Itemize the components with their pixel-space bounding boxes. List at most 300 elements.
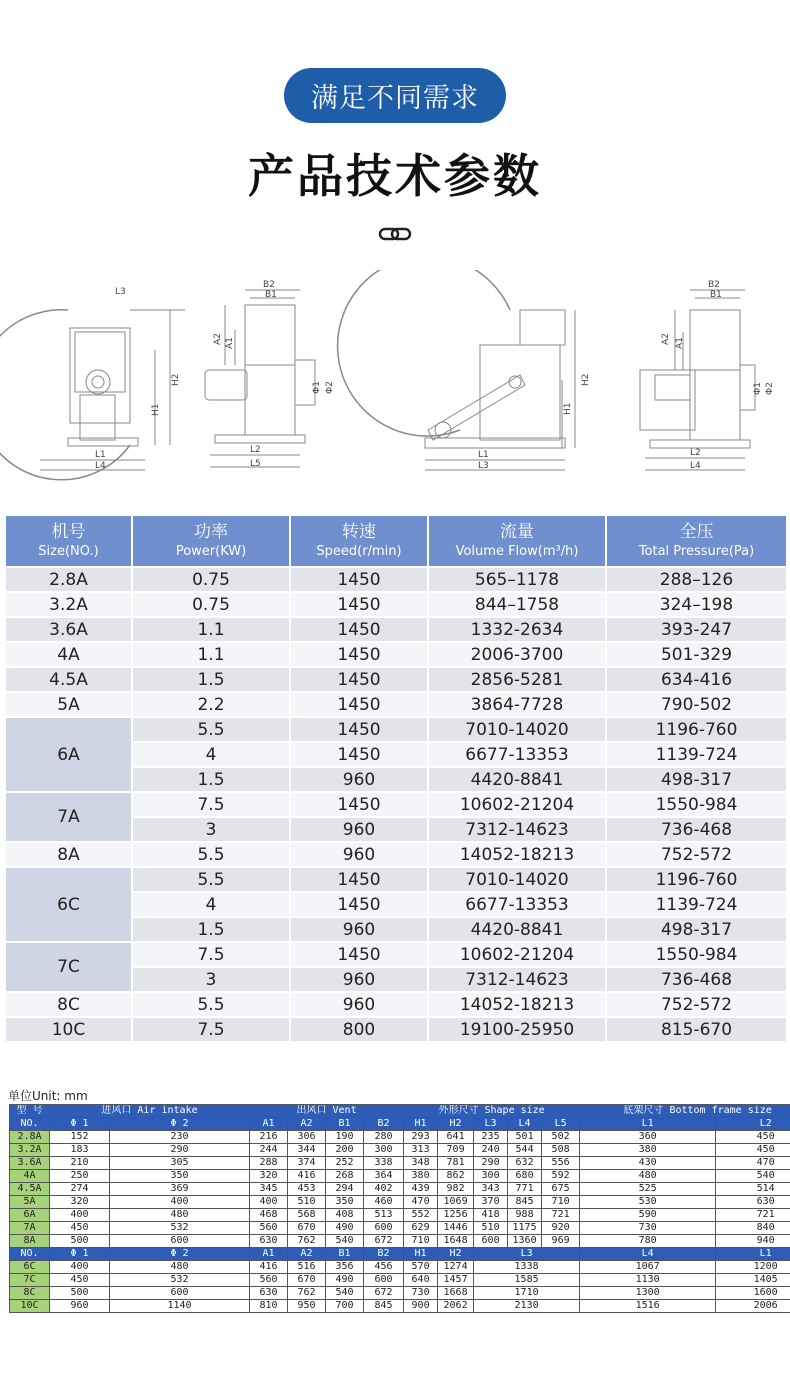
- power-cell: 5.5: [132, 842, 290, 867]
- power-cell: 1.5: [132, 917, 290, 942]
- table-row: [10, 1170, 790, 1183]
- table-row: [10, 1157, 790, 1170]
- value-cell: 280: [364, 1131, 404, 1144]
- speed-cell: 1450: [290, 567, 428, 592]
- size-cell: 7A: [5, 792, 132, 842]
- table-row: [10, 1300, 790, 1313]
- value-cell: 1668: [438, 1287, 474, 1300]
- value-cell: 244: [250, 1144, 288, 1157]
- value-cell: 374: [288, 1157, 326, 1170]
- value-cell: 348: [404, 1157, 438, 1170]
- flow-cell: 7312-14623: [428, 817, 606, 842]
- dim-label: B2: [263, 280, 275, 290]
- table-row: [10, 1261, 790, 1274]
- value-cell: 1200: [716, 1261, 790, 1274]
- model-cell: 10C: [10, 1300, 50, 1313]
- model-cell: 3.6A: [10, 1157, 50, 1170]
- flow-cell: 19100-25950: [428, 1017, 606, 1042]
- value-cell: 672: [364, 1287, 404, 1300]
- value-cell: 350: [110, 1170, 250, 1183]
- flow-cell: 7312-14623: [428, 967, 606, 992]
- flow-cell: 10602-21204: [428, 792, 606, 817]
- value-cell: 632: [508, 1157, 542, 1170]
- flow-cell: 6677-13353: [428, 892, 606, 917]
- size-cell: 4.5A: [5, 667, 132, 692]
- subheader-cell: H2: [438, 1118, 474, 1131]
- size-cell: 5A: [5, 692, 132, 717]
- table-row: [10, 1183, 790, 1196]
- dim-label: Φ1: [753, 382, 763, 395]
- value-cell: 513: [364, 1209, 404, 1222]
- value-cell: 470: [716, 1157, 790, 1170]
- speed-cell: 1450: [290, 717, 428, 742]
- value-cell: 400: [50, 1209, 110, 1222]
- dim-label: Φ2: [765, 382, 775, 395]
- value-cell: 630: [250, 1287, 288, 1300]
- dim-label: H2: [581, 373, 591, 386]
- value-cell: 2130: [474, 1300, 580, 1313]
- dim-label: A2: [213, 333, 223, 345]
- column-header-zh: 功率: [194, 522, 228, 543]
- drawing-front-view-b: [338, 270, 575, 470]
- value-cell: 490: [326, 1222, 364, 1235]
- value-cell: 630: [250, 1235, 288, 1248]
- model-cell: 4.5A: [10, 1183, 50, 1196]
- table-row: [5, 1017, 787, 1042]
- dim-label: Φ2: [325, 381, 335, 394]
- flow-cell: 4420-8841: [428, 767, 606, 792]
- pressure-cell: 634-416: [606, 667, 787, 692]
- value-cell: 1069: [438, 1196, 474, 1209]
- value-cell: 480: [580, 1170, 716, 1183]
- value-cell: 940: [716, 1235, 790, 1248]
- value-cell: 345: [250, 1183, 288, 1196]
- value-cell: 416: [288, 1170, 326, 1183]
- speed-cell: 960: [290, 992, 428, 1017]
- dim-label: L2: [250, 445, 261, 455]
- subheader-row: [10, 1248, 790, 1261]
- value-cell: 514: [716, 1183, 790, 1196]
- value-cell: 1585: [474, 1274, 580, 1287]
- model-cell: 7A: [10, 1222, 50, 1235]
- size-cell: 8A: [5, 842, 132, 867]
- table-row: [10, 1274, 790, 1287]
- value-cell: 540: [716, 1170, 790, 1183]
- subheader-cell: L3: [474, 1248, 580, 1261]
- flow-cell: 10602-21204: [428, 942, 606, 967]
- flow-cell: 3864-7728: [428, 692, 606, 717]
- drawing-side-view-b: [640, 290, 755, 470]
- table-row: [5, 992, 787, 1017]
- value-cell: 730: [580, 1222, 716, 1235]
- value-cell: 456: [364, 1261, 404, 1274]
- value-cell: 450: [716, 1131, 790, 1144]
- speed-cell: 1450: [290, 617, 428, 642]
- value-cell: 450: [50, 1274, 110, 1287]
- power-cell: 5.5: [132, 717, 290, 742]
- value-cell: 380: [404, 1170, 438, 1183]
- value-cell: 540: [326, 1287, 364, 1300]
- column-header-zh: 全压: [679, 522, 714, 543]
- value-cell: 360: [580, 1131, 716, 1144]
- column-header-zh: 机号: [51, 522, 86, 543]
- value-cell: 268: [326, 1170, 364, 1183]
- dim-label: H2: [171, 373, 181, 386]
- column-header: [428, 515, 606, 567]
- page-title: 产品技术参数: [248, 149, 542, 203]
- speed-cell: 960: [290, 842, 428, 867]
- dim-label: L3: [115, 287, 126, 297]
- value-cell: 320: [250, 1170, 288, 1183]
- table-row: [5, 942, 787, 967]
- value-cell: 810: [250, 1300, 288, 1313]
- value-cell: 840: [716, 1222, 790, 1235]
- value-cell: 1300: [580, 1287, 716, 1300]
- column-header-en: Size(NO.): [38, 543, 99, 559]
- value-cell: 320: [50, 1196, 110, 1209]
- value-cell: 306: [288, 1131, 326, 1144]
- value-cell: 480: [110, 1209, 250, 1222]
- value-cell: 356: [326, 1261, 364, 1274]
- value-cell: 1175: [508, 1222, 542, 1235]
- flow-cell: 2856-5281: [428, 667, 606, 692]
- performance-table: [4, 514, 788, 1043]
- dim-label: B2: [708, 280, 720, 290]
- dim-label: L1: [95, 450, 106, 460]
- group-header: 型 号: [10, 1105, 50, 1118]
- drawing-front-view-a: [0, 310, 185, 480]
- value-cell: 982: [438, 1183, 474, 1196]
- flow-cell: 7010-14020: [428, 717, 606, 742]
- group-header: 进风口 Air intake: [50, 1105, 250, 1118]
- value-cell: 710: [542, 1196, 580, 1209]
- value-cell: 418: [474, 1209, 508, 1222]
- value-cell: 600: [110, 1235, 250, 1248]
- subheader-cell: L1: [716, 1248, 790, 1261]
- dim-label: B1: [710, 290, 722, 300]
- value-cell: 400: [110, 1196, 250, 1209]
- value-cell: 780: [580, 1235, 716, 1248]
- model-cell: 6C: [10, 1261, 50, 1274]
- speed-cell: 1450: [290, 742, 428, 767]
- column-header-en: Speed(r/min): [316, 543, 402, 559]
- table-row: [5, 842, 787, 867]
- table-row: [10, 1222, 790, 1235]
- power-cell: 4: [132, 742, 290, 767]
- group-header-row: [10, 1105, 790, 1118]
- value-cell: 600: [474, 1235, 508, 1248]
- value-cell: 468: [250, 1209, 288, 1222]
- size-cell: 7C: [5, 942, 132, 992]
- value-cell: 416: [250, 1261, 288, 1274]
- dim-label: H1: [563, 402, 573, 415]
- value-cell: 568: [288, 1209, 326, 1222]
- value-cell: 350: [326, 1196, 364, 1209]
- subheader-cell: L1: [580, 1118, 716, 1131]
- table-row: [10, 1131, 790, 1144]
- subheader-cell: L4: [580, 1248, 716, 1261]
- speed-cell: 800: [290, 1017, 428, 1042]
- pressure-cell: 752-572: [606, 842, 787, 867]
- value-cell: 1140: [110, 1300, 250, 1313]
- value-cell: 700: [326, 1300, 364, 1313]
- value-cell: 641: [438, 1131, 474, 1144]
- value-cell: 630: [716, 1196, 790, 1209]
- pressure-cell: 1550-984: [606, 942, 787, 967]
- group-header: 底架尺寸 Bottom frame size: [580, 1105, 790, 1118]
- value-cell: 290: [110, 1144, 250, 1157]
- unit-label: 单位Unit: mm: [8, 1089, 88, 1103]
- drawing-side-view-a: [205, 290, 315, 467]
- value-cell: 960: [50, 1300, 110, 1313]
- column-header-en: Volume Flow(m³/h): [455, 543, 579, 559]
- model-cell: 7C: [10, 1274, 50, 1287]
- value-cell: 721: [542, 1209, 580, 1222]
- table-row: [5, 692, 787, 717]
- value-cell: 294: [326, 1183, 364, 1196]
- table-row: [5, 867, 787, 892]
- section-badge: 满足不同需求: [284, 68, 506, 123]
- value-cell: 640: [404, 1274, 438, 1287]
- dim-label: B1: [265, 290, 277, 300]
- value-cell: 629: [404, 1222, 438, 1235]
- pressure-cell: 1139-724: [606, 742, 787, 767]
- value-cell: 252: [326, 1157, 364, 1170]
- value-cell: 501: [508, 1131, 542, 1144]
- value-cell: 845: [364, 1300, 404, 1313]
- group-header: 外形尺寸 Shape size: [404, 1105, 580, 1118]
- value-cell: 721: [716, 1209, 790, 1222]
- pressure-cell: 324–198: [606, 592, 787, 617]
- size-cell: 6C: [5, 867, 132, 942]
- power-cell: 7.5: [132, 1017, 290, 1042]
- value-cell: 762: [288, 1287, 326, 1300]
- power-cell: 5.5: [132, 867, 290, 892]
- column-header-zh: 转速: [342, 522, 376, 543]
- column-header: [5, 515, 132, 567]
- dimension-table: [9, 1104, 790, 1313]
- subheader-cell: H1: [404, 1118, 438, 1131]
- speed-cell: 960: [290, 967, 428, 992]
- flow-cell: 4420-8841: [428, 917, 606, 942]
- value-cell: 343: [474, 1183, 508, 1196]
- value-cell: 532: [110, 1222, 250, 1235]
- table-row: [5, 667, 787, 692]
- speed-cell: 1450: [290, 692, 428, 717]
- table-row: [5, 592, 787, 617]
- model-cell: 3.2A: [10, 1144, 50, 1157]
- value-cell: 1256: [438, 1209, 474, 1222]
- speed-cell: 1450: [290, 667, 428, 692]
- speed-cell: 960: [290, 767, 428, 792]
- table-row: [10, 1235, 790, 1248]
- column-header: [290, 515, 428, 567]
- value-cell: 530: [580, 1196, 716, 1209]
- column-header: [606, 515, 787, 567]
- table-row: [5, 792, 787, 817]
- table-row: [5, 717, 787, 742]
- value-cell: 453: [288, 1183, 326, 1196]
- speed-cell: 1450: [290, 892, 428, 917]
- value-cell: 510: [474, 1222, 508, 1235]
- value-cell: 430: [580, 1157, 716, 1170]
- size-cell: 2.8A: [5, 567, 132, 592]
- value-cell: 1446: [438, 1222, 474, 1235]
- pressure-cell: 498-317: [606, 767, 787, 792]
- pressure-cell: 501-329: [606, 642, 787, 667]
- value-cell: 2006: [716, 1300, 790, 1313]
- table-row: [5, 642, 787, 667]
- dim-label: L4: [690, 461, 701, 471]
- value-cell: 293: [404, 1131, 438, 1144]
- value-cell: 525: [580, 1183, 716, 1196]
- model-cell: 8A: [10, 1235, 50, 1248]
- table-row: [10, 1144, 790, 1157]
- pressure-cell: 393-247: [606, 617, 787, 642]
- subheader-cell: L2: [716, 1118, 790, 1131]
- value-cell: 460: [364, 1196, 404, 1209]
- value-cell: 300: [364, 1144, 404, 1157]
- value-cell: 450: [50, 1222, 110, 1235]
- dim-label: A1: [675, 337, 685, 349]
- value-cell: 313: [404, 1144, 438, 1157]
- flow-cell: 14052-18213: [428, 842, 606, 867]
- value-cell: 1710: [474, 1287, 580, 1300]
- value-cell: 338: [364, 1157, 404, 1170]
- power-cell: 1.1: [132, 617, 290, 642]
- value-cell: 920: [542, 1222, 580, 1235]
- value-cell: 845: [508, 1196, 542, 1209]
- subheader-row: [10, 1118, 790, 1131]
- value-cell: 400: [50, 1261, 110, 1274]
- power-cell: 0.75: [132, 592, 290, 617]
- power-cell: 0.75: [132, 567, 290, 592]
- value-cell: 1274: [438, 1261, 474, 1274]
- dim-label: L1: [478, 450, 489, 460]
- link-icon: [378, 223, 412, 245]
- flow-cell: 565–1178: [428, 567, 606, 592]
- value-cell: 364: [364, 1170, 404, 1183]
- subheader-cell: B2: [364, 1248, 404, 1261]
- value-cell: 560: [250, 1222, 288, 1235]
- speed-cell: 1450: [290, 642, 428, 667]
- pressure-cell: 1550-984: [606, 792, 787, 817]
- value-cell: 1130: [580, 1274, 716, 1287]
- value-cell: 152: [50, 1131, 110, 1144]
- value-cell: 402: [364, 1183, 404, 1196]
- power-cell: 3: [132, 817, 290, 842]
- subheader-cell: B2: [364, 1118, 404, 1131]
- dim-label: L3: [478, 461, 489, 471]
- value-cell: 675: [542, 1183, 580, 1196]
- flow-cell: 2006-3700: [428, 642, 606, 667]
- value-cell: 344: [288, 1144, 326, 1157]
- value-cell: 862: [438, 1170, 474, 1183]
- value-cell: 552: [404, 1209, 438, 1222]
- value-cell: 680: [508, 1170, 542, 1183]
- subheader-cell: B1: [326, 1118, 364, 1131]
- value-cell: 516: [288, 1261, 326, 1274]
- model-cell: 4A: [10, 1170, 50, 1183]
- subheader-cell: H2: [438, 1248, 474, 1261]
- speed-cell: 1450: [290, 592, 428, 617]
- power-cell: 3: [132, 967, 290, 992]
- value-cell: 1360: [508, 1235, 542, 1248]
- value-cell: 1648: [438, 1235, 474, 1248]
- value-cell: 781: [438, 1157, 474, 1170]
- value-cell: 490: [326, 1274, 364, 1287]
- value-cell: 274: [50, 1183, 110, 1196]
- dim-label: H1: [151, 403, 161, 416]
- power-cell: 7.5: [132, 792, 290, 817]
- model-cell: 2.8A: [10, 1131, 50, 1144]
- dim-label: L2: [690, 448, 701, 458]
- value-cell: 250: [50, 1170, 110, 1183]
- size-cell: 10C: [5, 1017, 132, 1042]
- size-cell: 3.2A: [5, 592, 132, 617]
- value-cell: 470: [404, 1196, 438, 1209]
- value-cell: 762: [288, 1235, 326, 1248]
- subheader-cell: Φ 2: [110, 1248, 250, 1261]
- value-cell: 305: [110, 1157, 250, 1170]
- pressure-cell: 1196-760: [606, 867, 787, 892]
- subheader-cell: NO.: [10, 1118, 50, 1131]
- subheader-cell: A1: [250, 1248, 288, 1261]
- dim-label: L5: [250, 459, 261, 469]
- pressure-cell: 288–126: [606, 567, 787, 592]
- pressure-cell: 736-468: [606, 817, 787, 842]
- pressure-cell: 752-572: [606, 992, 787, 1017]
- fan-dimension-drawings: [0, 270, 790, 485]
- performance-header-row: [5, 515, 787, 567]
- value-cell: 730: [404, 1287, 438, 1300]
- power-cell: 7.5: [132, 942, 290, 967]
- speed-cell: 1450: [290, 942, 428, 967]
- value-cell: 1067: [580, 1261, 716, 1274]
- value-cell: 240: [474, 1144, 508, 1157]
- column-header-zh: 流量: [500, 522, 534, 543]
- value-cell: 183: [50, 1144, 110, 1157]
- value-cell: 380: [580, 1144, 716, 1157]
- table-row: [10, 1196, 790, 1209]
- size-cell: 8C: [5, 992, 132, 1017]
- subheader-cell: Φ 2: [110, 1118, 250, 1131]
- value-cell: 2062: [438, 1300, 474, 1313]
- value-cell: 532: [110, 1274, 250, 1287]
- value-cell: 600: [364, 1274, 404, 1287]
- value-cell: 210: [50, 1157, 110, 1170]
- value-cell: 600: [364, 1222, 404, 1235]
- table-row: [5, 567, 787, 592]
- value-cell: 500: [50, 1287, 110, 1300]
- value-cell: 592: [542, 1170, 580, 1183]
- model-cell: 8C: [10, 1287, 50, 1300]
- subheader-cell: Φ 1: [50, 1118, 110, 1131]
- dim-label: A1: [225, 337, 235, 349]
- value-cell: 710: [404, 1235, 438, 1248]
- value-cell: 600: [110, 1287, 250, 1300]
- power-cell: 1.5: [132, 767, 290, 792]
- value-cell: 670: [288, 1222, 326, 1235]
- value-cell: 439: [404, 1183, 438, 1196]
- dim-label: Φ1: [312, 381, 322, 394]
- subheader-cell: L4: [508, 1118, 542, 1131]
- pressure-cell: 1196-760: [606, 717, 787, 742]
- value-cell: 235: [474, 1131, 508, 1144]
- value-cell: 502: [542, 1131, 580, 1144]
- model-cell: 6A: [10, 1209, 50, 1222]
- value-cell: 771: [508, 1183, 542, 1196]
